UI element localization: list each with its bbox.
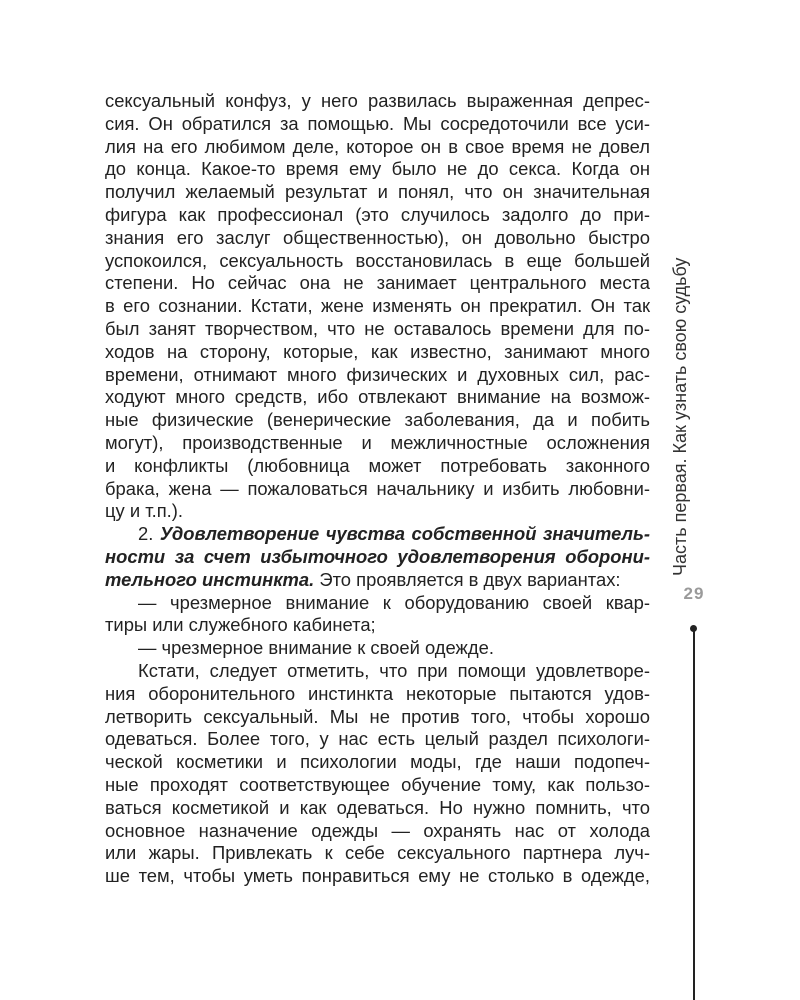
list-item-2-line — [105, 523, 650, 546]
text-line: могут), производственные и межличностные осложнения — [105, 431, 650, 453]
list-item-number: 2. — [138, 523, 160, 545]
text-line: фигура как профессионал (это случилось задолго до при- — [105, 203, 650, 225]
running-head-vertical: Часть первая. Как узнать свою судьбу — [670, 257, 690, 576]
text-line: летворить сексуальный. Мы не против того, чтобы хорошо — [105, 705, 650, 727]
text-line: или жары. Привлекать к себе сексуального партнера луч- — [105, 842, 650, 864]
list-item-2-line — [105, 569, 650, 592]
text-line: времени, отнимают много физических и духовных сил, рас- — [105, 363, 650, 385]
list-item-text: Это проявляется в двух вариантах: — [314, 568, 621, 590]
text-line: брака, жена — пожаловаться начальнику и избить любовни- — [105, 477, 650, 499]
text-line: в его сознании. Кстати, жене изменять он прекратил. Он так — [105, 295, 650, 317]
text-line: знания его заслуг общественностью), он довольно быстро — [105, 226, 650, 248]
text-line: ные физические (венерические заболевания, да и побить — [105, 409, 650, 431]
text-line: ные проходят соответствующее обучение тому, как пользо- — [105, 773, 650, 795]
text-line: основное назначение одежды — охранять нас от холода — [105, 819, 650, 841]
text-line: получил желаемый результат и понял, что он значительная — [105, 181, 650, 203]
text-line: до конца. Какое-то время ему было не до секса. Когда он — [105, 158, 650, 180]
text-line: лия на его любимом деле, которое он в свое время не довел — [105, 135, 650, 157]
dash-item-line: — чрезмерное внимание к своей одежде. — [138, 637, 494, 659]
text-line: степени. Но сейчас она не занимает центрального места — [105, 272, 650, 294]
list-item-heading: тельного инстинкта. — [105, 568, 315, 590]
margin-rule-line — [693, 628, 695, 1000]
text-line: сексуальный конфуз, у него развилась выраженная депрес- — [105, 90, 650, 111]
list-item-2-line — [105, 546, 650, 569]
text-line: ческой косметики и психологии моды, где наши подопеч- — [105, 751, 650, 773]
text-line: был занят творчеством, что не оставалось времени для по- — [105, 317, 650, 339]
text-line: успокоился, сексуальность восстановилась в еще большей — [105, 249, 650, 271]
text-line: и конфликты (любовница может потребовать законного — [105, 454, 650, 476]
list-item-heading: Удовлетворение чувства собственной значитель- — [159, 523, 651, 545]
list-item-heading: ности за счет избыточного удовлетворения оборони- — [105, 545, 650, 567]
text-line: сия. Он обратился за помощью. Мы сосредоточили все уси- — [105, 112, 650, 134]
text-line: одеваться. Более того, у нас есть целый раздел психологи- — [105, 728, 650, 750]
page-number: 29 — [683, 584, 705, 603]
text-line: цу и т.п.). — [105, 500, 184, 522]
page-body-text — [105, 90, 650, 888]
dash-item-line: — чрезмерное внимание к оборудованию своей квар- — [138, 591, 650, 613]
text-line: ваться косметикой и как одеваться. Но нужно помнить, что — [105, 796, 650, 818]
dash-item-line: тиры или служебного кабинета; — [105, 614, 376, 636]
text-line: ния оборонительного инстинкта некоторые пытаются удов- — [105, 682, 650, 704]
text-line: ходуют много средств, ибо отвлекают внимание на возмож- — [105, 386, 650, 408]
text-line: ше тем, чтобы уметь понравиться ему не столько в одежде, — [105, 865, 650, 887]
text-line: ходов на сторону, которые, как известно, занимают много — [105, 340, 650, 362]
text-line: Кстати, следует отметить, что при помощи удовлетворе- — [138, 659, 650, 681]
